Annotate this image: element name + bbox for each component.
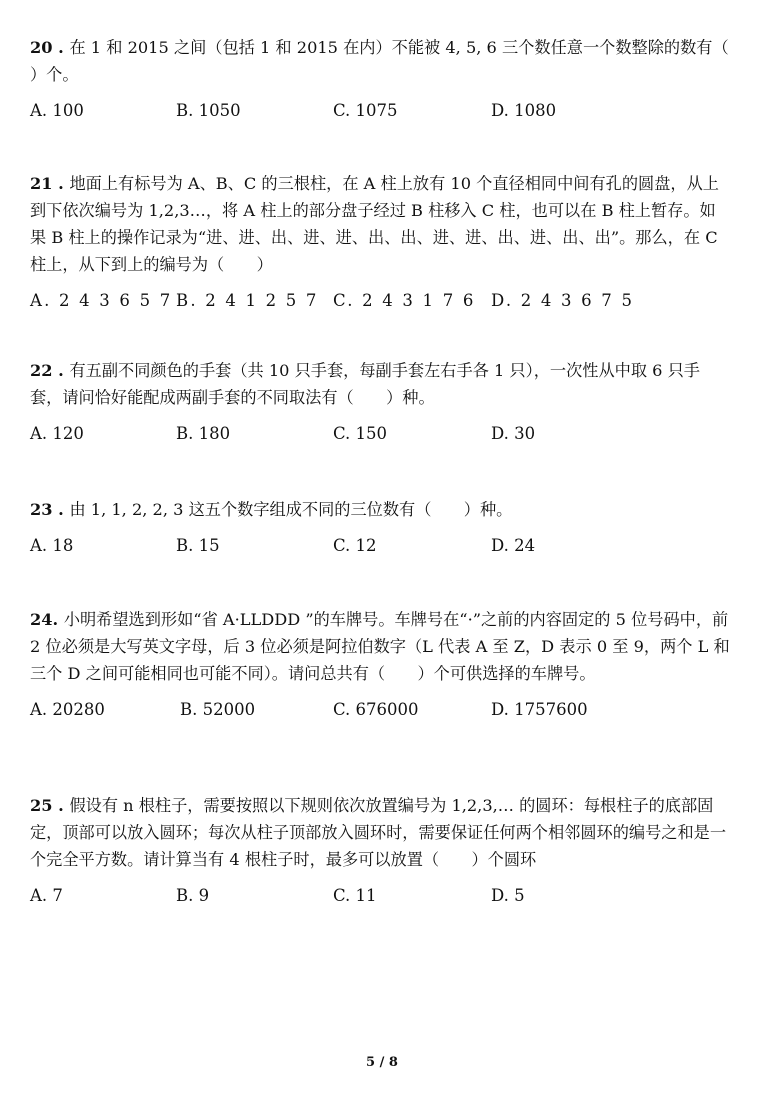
option-b[interactable]: B. 9: [176, 886, 210, 905]
option-d[interactable]: D. 1080: [491, 101, 557, 120]
option-d[interactable]: D. 2 4 3 6 7 5: [491, 291, 635, 310]
options-row: [30, 99, 730, 123]
option-b[interactable]: B. 15: [176, 536, 220, 555]
question-number: 24: [30, 610, 53, 629]
question-text: 由 1, 1, 2, 2, 3 这五个数字组成不同的三位数有（ ）种。: [69, 500, 513, 519]
question-text: 地面上有标号为 A、B、C 的三根柱，在 A 柱上放有 10 个直径相同中间有孔的圆盘，从上到下依次编号为 1,2,3…，将 A 柱上的部分盘子经过 B 柱移入 C 柱，也可以在 B 柱上暂存。如果 B 柱上的操作记录为“进、进、出、进、进、出、出、进、进、出、进、出、出”。那么，在 C 柱上，从下到上的编号为（ ）: [30, 174, 719, 274]
option-c[interactable]: C. 150: [333, 424, 388, 443]
question-21: [30, 170, 730, 313]
options-row: [30, 289, 730, 313]
page-number: 5 / 8: [366, 1055, 398, 1070]
question-number: 22: [30, 361, 53, 380]
option-a[interactable]: A. 18: [30, 536, 74, 555]
option-b[interactable]: B. 180: [176, 424, 231, 443]
question-stem: 25 . 假设有 n 根柱子，需要按照以下规则依次放置编号为 1,2,3,… 的圆环：每根柱子的底部固定，顶部可以放入圆环；每次从柱子顶部放入圆环时，需要保证任何两个相邻圆环的编号之和是一个完全平方数。请计算当有 4 根柱子时，最多可以放置（ ）个圆环: [30, 796, 727, 869]
option-b[interactable]: B. 52000: [180, 700, 256, 719]
question-number: 23: [30, 500, 53, 519]
options-row: [30, 884, 730, 908]
option-a[interactable]: A. 120: [30, 424, 84, 443]
question-stem: 20 . 在 1 和 2015 之间（包括 1 和 2015 在内）不能被 4, 5, 6 三个数任意一个数整除的数有（ ）个。: [30, 38, 762, 84]
question-text: 小明希望选到形如“省 A·LLDDD ”的车牌号。车牌号在“·”之前的内容固定的 5 位号码中，前 2 位必须是大写英文字母，后 3 位必须是阿拉伯数字（L 代表 A 至 Z，D 表示 0 至 9，两个 L 和三个 D 之间可能相同也可能不同）。请问总共有（ ）个可供选择的车牌号。: [30, 610, 730, 683]
question-23: [30, 496, 730, 558]
question-stem: 21 . 地面上有标号为 A、B、C 的三根柱，在 A 柱上放有 10 个直径相同中间有孔的圆盘，从上到下依次编号为 1,2,3…，将 A 柱上的部分盘子经过 B 柱移入 C 柱，也可以在 B 柱上暂存。如果 B 柱上的操作记录为“进、进、出、进、进、出、出、进、进、出、进、出、出”。那么，在 C 柱上，从下到上的编号为（ ）: [30, 174, 719, 274]
option-d[interactable]: D. 24: [491, 536, 536, 555]
question-text: 假设有 n 根柱子，需要按照以下规则依次放置编号为 1,2,3,… 的圆环：每根柱子的底部固定，顶部可以放入圆环；每次从柱子顶部放入圆环时，需要保证任何两个相邻圆环的编号之和是一个完全平方数。请计算当有 4 根柱子时，最多可以放置（ ）个圆环: [30, 796, 727, 869]
question-stem: 22 . 有五副不同颜色的手套（共 10 只手套，每副手套左右手各 1 只），一次性从中取 6 只手套，请问恰好能配成两副手套的不同取法有（ ）种。: [30, 361, 700, 407]
option-c[interactable]: C. 12: [333, 536, 377, 555]
option-d[interactable]: D. 30: [491, 424, 536, 443]
option-a[interactable]: A. 2 4 3 6 5 7: [30, 291, 173, 310]
option-b[interactable]: B. 1050: [176, 101, 241, 120]
question-stem: 23 . 由 1, 1, 2, 2, 3 这五个数字组成不同的三位数有（ ）种。: [30, 500, 513, 519]
option-c[interactable]: C. 1075: [333, 101, 398, 120]
question-number: 25: [30, 796, 53, 815]
options-row: [30, 534, 730, 558]
options-row: [30, 698, 730, 722]
option-b[interactable]: B. 2 4 1 2 5 7: [176, 291, 319, 310]
option-a[interactable]: A. 20280: [30, 700, 105, 719]
options-row: [30, 422, 730, 446]
question-22: [30, 357, 730, 446]
option-a[interactable]: A. 100: [30, 101, 84, 120]
question-24: [30, 606, 730, 722]
question-25: [30, 792, 730, 908]
question-text: 在 1 和 2015 之间（包括 1 和 2015 在内）不能被 4, 5, 6 三个数任意一个数整除的数有（ ）个。: [30, 38, 762, 84]
option-c[interactable]: C. 2 4 3 1 7 6: [333, 291, 476, 310]
question-number: 20: [30, 38, 53, 57]
option-a[interactable]: A. 7: [30, 886, 63, 905]
option-c[interactable]: C. 11: [333, 886, 377, 905]
question-text: 有五副不同颜色的手套（共 10 只手套，每副手套左右手各 1 只），一次性从中取 6 只手套，请问恰好能配成两副手套的不同取法有（ ）种。: [30, 361, 700, 407]
option-c[interactable]: C. 676000: [333, 700, 419, 719]
option-d[interactable]: D. 5: [491, 886, 525, 905]
option-d[interactable]: D. 1757600: [491, 700, 588, 719]
question-number: 21: [30, 174, 53, 193]
question-20: [30, 34, 762, 123]
question-stem: 24. 小明希望选到形如“省 A·LLDDD ”的车牌号。车牌号在“·”之前的内容固定的 5 位号码中，前 2 位必须是大写英文字母，后 3 位必须是阿拉伯数字（L 代表 A 至 Z，D 表示 0 至 9，两个 L 和三个 D 之间可能相同也可能不同）。请问总共有（ ）个可供选择的车牌号。: [30, 610, 730, 683]
